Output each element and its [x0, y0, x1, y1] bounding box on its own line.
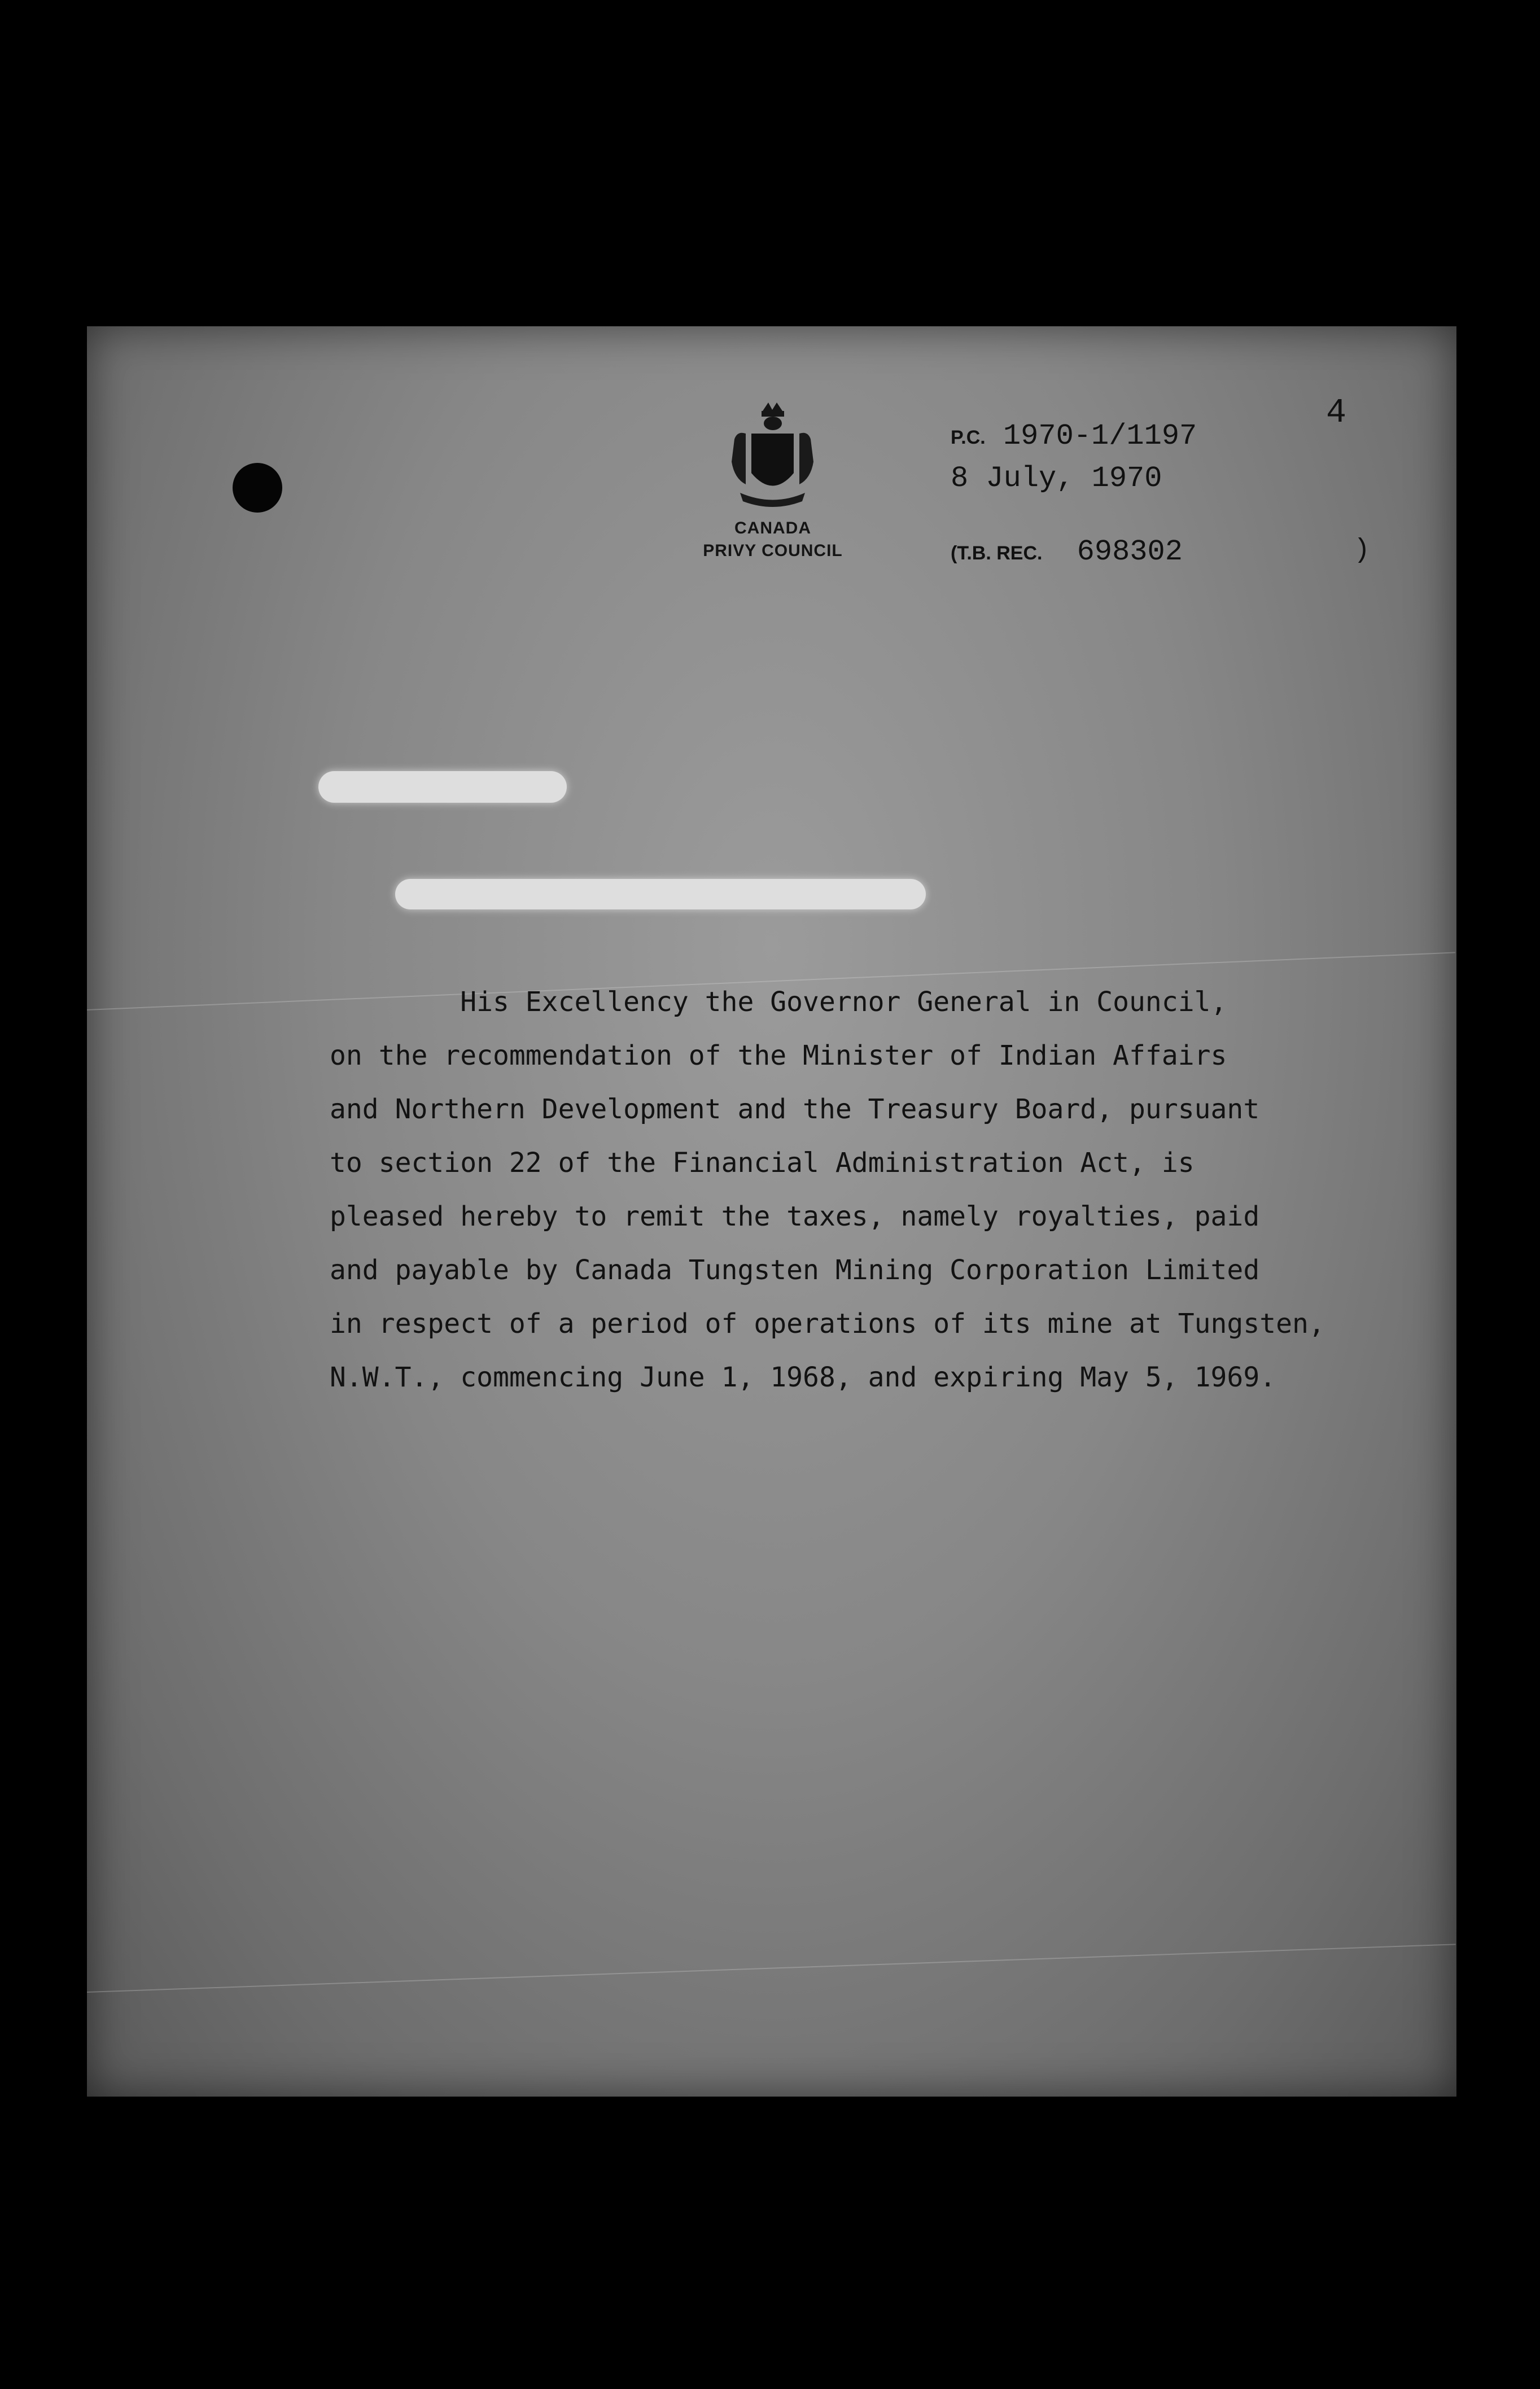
treasury-board-ref	[951, 535, 1183, 568]
punch-hole	[233, 463, 282, 513]
order-date: 8 July, 1970	[951, 462, 1162, 495]
text-line-1: His Excellency the Governor General in Council,	[330, 986, 1227, 1018]
order-text	[330, 975, 1402, 1404]
text-line-8: N.W.T., commencing June 1, 1968, and expiring May 5, 1969.	[330, 1362, 1276, 1393]
text-line-4: to section 22 of the Financial Administration Act, is	[330, 1147, 1195, 1179]
coat-of-arms-icon	[723, 400, 822, 513]
text-line-6: and payable by Canada Tungsten Mining Corporation Limited	[330, 1254, 1260, 1286]
order-number	[951, 419, 1197, 453]
pc-prefix: P.C.	[951, 427, 986, 448]
page-number: 4	[1326, 394, 1347, 432]
text-line-2: on the recommendation of the Minister of Indian Affairs	[330, 1040, 1227, 1071]
tb-closing-paren: )	[1354, 535, 1370, 566]
pc-number: 1970-1/1197	[1003, 419, 1197, 453]
text-line-5: pleased hereby to remit the taxes, namely royalties, paid	[330, 1201, 1260, 1232]
tb-prefix: (T.B. REC.	[951, 542, 1043, 564]
organization-line-1: CANADA	[734, 519, 811, 537]
text-line-3: and Northern Development and the Treasury Board, pursuant	[330, 1093, 1260, 1125]
tb-number: 698302	[1077, 535, 1183, 568]
text-line-7: in respect of a period of operations of its mine at Tungsten,	[330, 1308, 1325, 1340]
document-page	[87, 326, 1456, 2097]
organization-line-2: PRIVY COUNCIL	[703, 541, 843, 560]
organization-name	[663, 517, 883, 562]
paper-crease	[87, 1944, 1456, 1993]
redaction-mark-2	[395, 879, 926, 909]
redaction-mark-1	[318, 771, 567, 803]
